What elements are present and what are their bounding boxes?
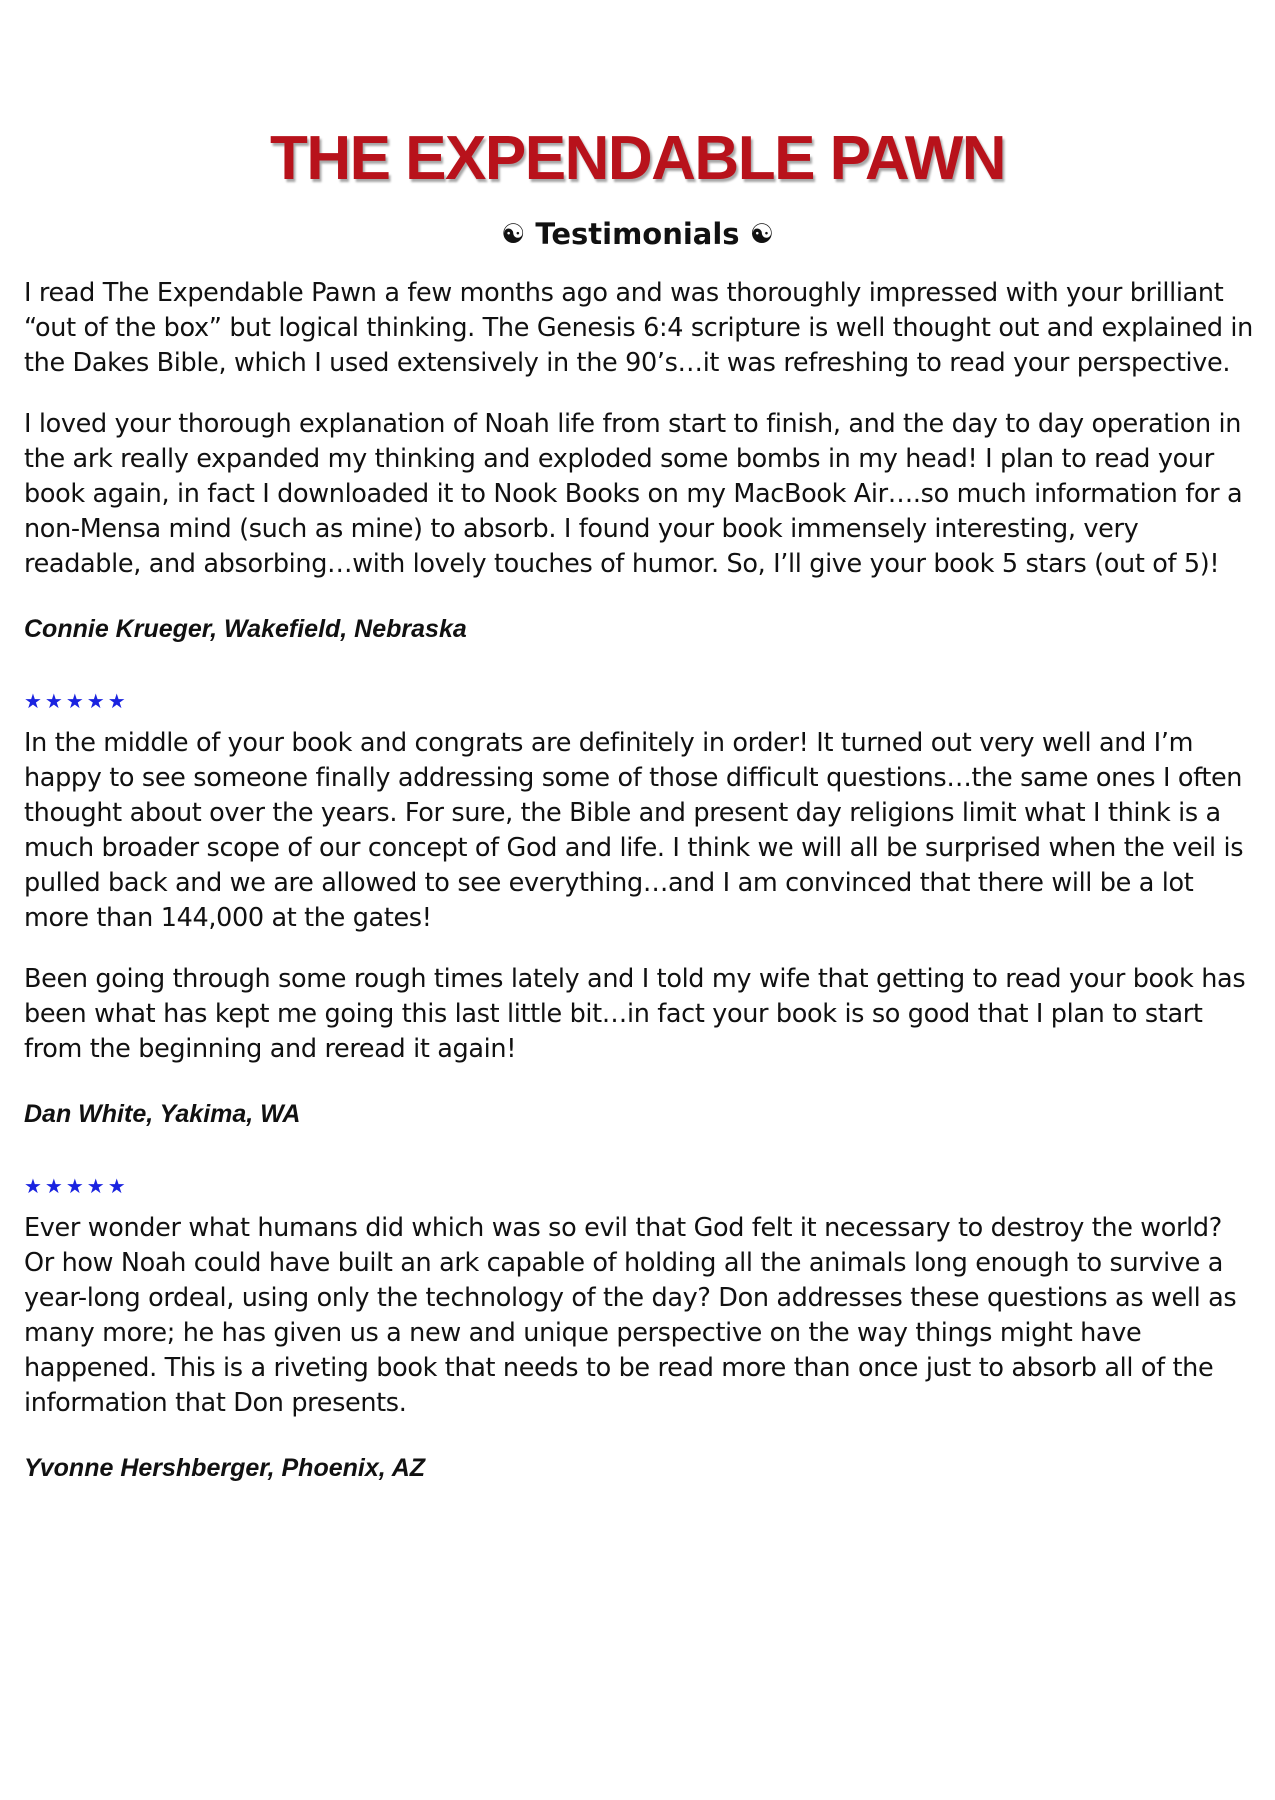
page-title: THE EXPENDABLE PAWN xyxy=(269,124,1006,193)
testimonial-3 xyxy=(24,1175,1254,1483)
testimonial-author: Dan White, Yakima, WA xyxy=(24,1100,301,1128)
section-heading xyxy=(0,217,1275,251)
testimonial-author: Connie Krueger, Wakefield, Nebraska xyxy=(24,615,467,643)
testimonial-paragraph: In the middle of your book and congrats are definitely in order! It turned out very well and I’m happy to see someone finally addressing some of those difficult questions…the same ones I often thought about over the years. For sure, the Bible and present day religions limit what I think is a much broader scope of our concept of God and life. I think we will all be surprised when the veil is pulled back and we are allowed to see everything…and I am convinced that there will be a lot more than 144,000 at the gates! xyxy=(24,728,1244,933)
yin-yang-icon: ☯ xyxy=(501,219,526,250)
testimonial-2 xyxy=(24,690,1254,1129)
testimonials-list xyxy=(24,276,1254,1483)
testimonial-author: Yvonne Hershberger, Phoenix, AZ xyxy=(24,1454,426,1482)
testimonial-paragraph: Ever wonder what humans did which was so evil that God felt it necessary to destroy the world? Or how Noah could have built an ark capable of holding all the animals long enough to survive a year-long ordeal, using only the technology of the day? Don addresses these questions as well as many more; he has given us a new and unique perspective on the way things might have happened. This is a riveting book that needs to be read more than once just to absorb all of the information that Don presents. xyxy=(24,1213,1237,1418)
testimonial-paragraph: Been going through some rough times lately and I told my wife that getting to read your book has been what has kept me going this last little bit…in fact your book is so good that I plan to start from the beginning and reread it again! xyxy=(24,964,1246,1064)
testimonial-paragraph: I loved your thorough explanation of Noah life from start to finish, and the day to day operation in the ark really expanded my thinking and exploded some bombs in my head! I plan to read your book again, in fact I downloaded it to Nook Books on my MacBook Air….so much information for a non-Mensa mind (such as mine) to absorb. I found your book immensely interesting, very readable, and absorbing…with lovely touches of humor. So, I’ll give your book 5 stars (out of 5)! xyxy=(24,409,1243,579)
section-heading-label: Testimonials xyxy=(535,217,740,251)
star-rating: ★★★★★ xyxy=(24,689,129,713)
testimonial-paragraph: I read The Expendable Pawn a few months ago and was thoroughly impressed with your brilliant “out of the box” but logical thinking. The Genesis 6:4 scripture is well thought out and explained in the Dakes Bible, which I used extensively in the 90’s…it was refreshing to read your perspective. xyxy=(24,278,1253,378)
yin-yang-icon: ☯ xyxy=(749,219,774,250)
testimonial-1 xyxy=(24,276,1254,644)
star-rating: ★★★★★ xyxy=(24,1174,129,1198)
